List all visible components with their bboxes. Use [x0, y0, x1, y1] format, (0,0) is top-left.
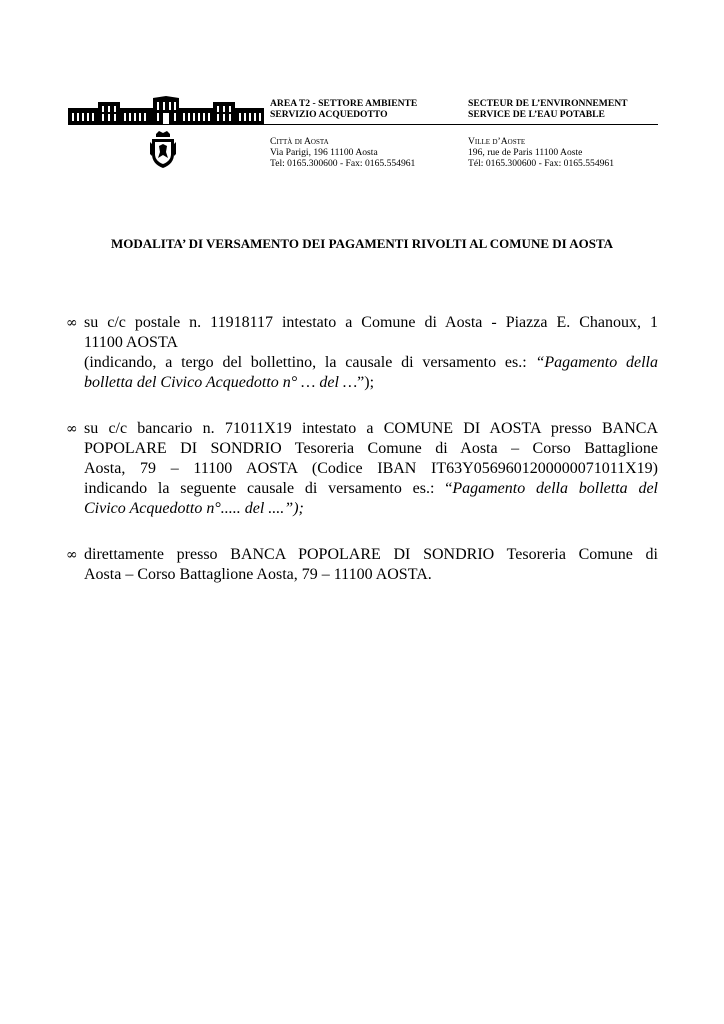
coat-of-arms-icon [148, 130, 178, 170]
item-line: 11100 AOSTA [84, 334, 178, 351]
item-line: Civico Acquedotto n°..... del ....”); [84, 500, 304, 517]
building-logo [68, 96, 264, 124]
italian-address-block [270, 136, 415, 169]
item-line: direttamente presso BANCA POPOLARE DI SONDRIO Tesoreria Comune di [84, 546, 658, 563]
item-line: indicando la seguente causale di versamento es.: “Pagamento della bolletta del [84, 480, 659, 497]
list-item-postal-account [66, 313, 658, 393]
document-title: MODALITA’ DI VERSAMENTO DEI PAGAMENTI RIVOLTI AL COMUNE DI AOSTA [110, 236, 614, 251]
italian-area-label: AREA T2 - SETTORE AMBIENTE [270, 98, 418, 109]
italian-phone: Tel: 0165.300600 - Fax: 0165.554961 [270, 158, 416, 169]
letterhead [68, 96, 658, 186]
item-line: Aosta, 79 – 11100 AOSTA (Codice IBAN IT63Y0569601200000071011X19) [84, 460, 658, 477]
item-line: Aosta – Corso Battaglione Aosta, 79 – 11100 AOSTA. [84, 566, 432, 583]
bullet-icon: ∞ [66, 315, 78, 331]
item-line: su c/c bancario n. 71011X19 intestato a COMUNE DI AOSTA presso BANCA [84, 420, 658, 437]
list-item-bank-account [66, 419, 658, 519]
list-item-direct-payment [66, 545, 658, 585]
italian-service-label: SERVIZIO ACQUEDOTTO [270, 109, 388, 120]
item-line: POPOLARE DI SONDRIO Tesoreria Comune di Aosta – Corso Battaglione [84, 440, 658, 457]
header-divider [68, 124, 658, 125]
french-service-label: SERVICE DE L’EAU POTABLE [468, 109, 605, 120]
item-line: su c/c postale n. 11918117 intestato a Comune di Aosta - Piazza E. Chanoux, 1 [84, 314, 658, 331]
french-phone: Tél: 0165.300600 - Fax: 0165.554961 [468, 158, 615, 169]
french-address: 196, rue de Paris 11100 Aoste [468, 147, 583, 158]
item-line: bolletta del Civico Acquedotto n° … del …”); [84, 374, 375, 391]
italian-department [270, 98, 417, 120]
french-city: Ville d’Aoste [468, 136, 526, 147]
french-address-block [468, 136, 614, 169]
french-area-label: SECTEUR DE L’ENVIRONNEMENT [468, 98, 628, 109]
french-department [468, 98, 628, 120]
payment-methods-list [66, 313, 658, 611]
italian-city: Città di Aosta [270, 136, 329, 147]
bullet-icon: ∞ [66, 421, 78, 437]
bullet-icon: ∞ [66, 547, 78, 563]
item-line: (indicando, a tergo del bollettino, la causale di versamento es.: “Pagamento della [84, 354, 659, 371]
italian-address: Via Parigi, 196 11100 Aosta [270, 147, 378, 158]
